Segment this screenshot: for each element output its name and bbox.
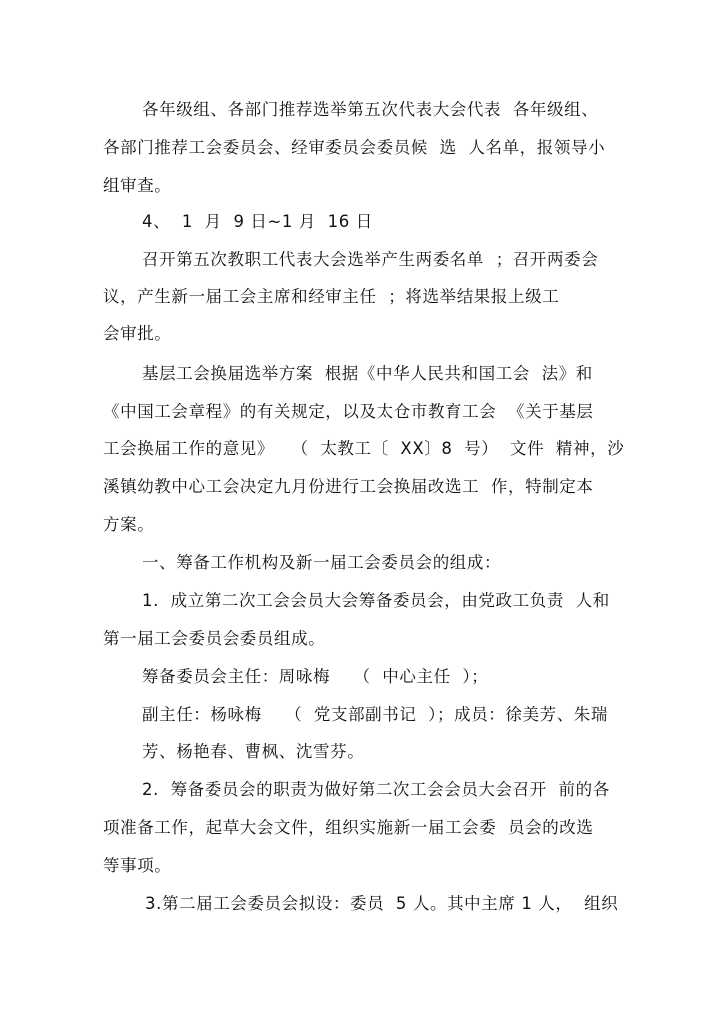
- paragraph-line: 各年级组、各部门推荐选举第五次代表大会代表 各年级组、: [142, 100, 599, 119]
- paragraph-line: 芳、杨艳春、曹枫、沈雪芬。: [142, 742, 365, 761]
- paragraph-line: 各部门推荐工会委员会、经审委员会委员候 选 人名单，报领导小: [103, 138, 606, 157]
- paragraph-line: 组审查。: [103, 176, 172, 195]
- paragraph-line: 召开第五次教职工代表大会选举产生两委名单 ；召开两委会: [142, 250, 599, 269]
- paragraph-line: 副主任：杨咏梅 （ 党支部副书记 ）；成员：徐美芳、朱瑞: [142, 705, 609, 724]
- section-heading: 一、筹备工作机构及新一届工会委员会的组成：: [142, 553, 502, 572]
- section-heading-date: 4、 1 月 9 日~1 月 16 日: [142, 212, 373, 231]
- paragraph-line: 基层工会换届选举方案 根据《中华人民共和国工会 法》和: [142, 364, 593, 383]
- paragraph-line: 等事项。: [103, 856, 172, 875]
- numbered-item: 1. 成立第二次工会会员大会筹备委员会，由党政工负责 人和: [142, 591, 610, 610]
- paragraph-line: 方案。: [103, 515, 155, 534]
- paragraph-line: 项准备工作，起草大会文件，组织实施新一届工会委 员会的改选: [103, 818, 594, 837]
- paragraph-line: 议，产生新一届工会主席和经审主任 ；将选举结果报上级工: [103, 287, 560, 306]
- paragraph-line: 工会换届工作的意见》 （ 太教工〔 XX〕8 号） 文件 精神，沙: [103, 439, 625, 458]
- paragraph-line: 会审批。: [103, 324, 172, 343]
- paragraph-line: 溪镇幼教中心工会决定九月份进行工会换届改选工 作，特制定本: [103, 477, 594, 496]
- paragraph-line: 《中国工会章程》的有关规定，以及太仓市教育工会 《关于基层: [103, 402, 594, 421]
- numbered-item: 3.第二届工会委员会拟设：委员 5 人。其中主席 1 人， 组织: [145, 894, 619, 913]
- paragraph-line: 第一届工会委员会委员组成。: [103, 629, 326, 648]
- paragraph-line: 筹备委员会主任：周咏梅 （ 中心主任 ）；: [142, 667, 489, 686]
- numbered-item: 2. 筹备委员会的职责为做好第二次工会会员大会召开 前的各: [142, 780, 610, 799]
